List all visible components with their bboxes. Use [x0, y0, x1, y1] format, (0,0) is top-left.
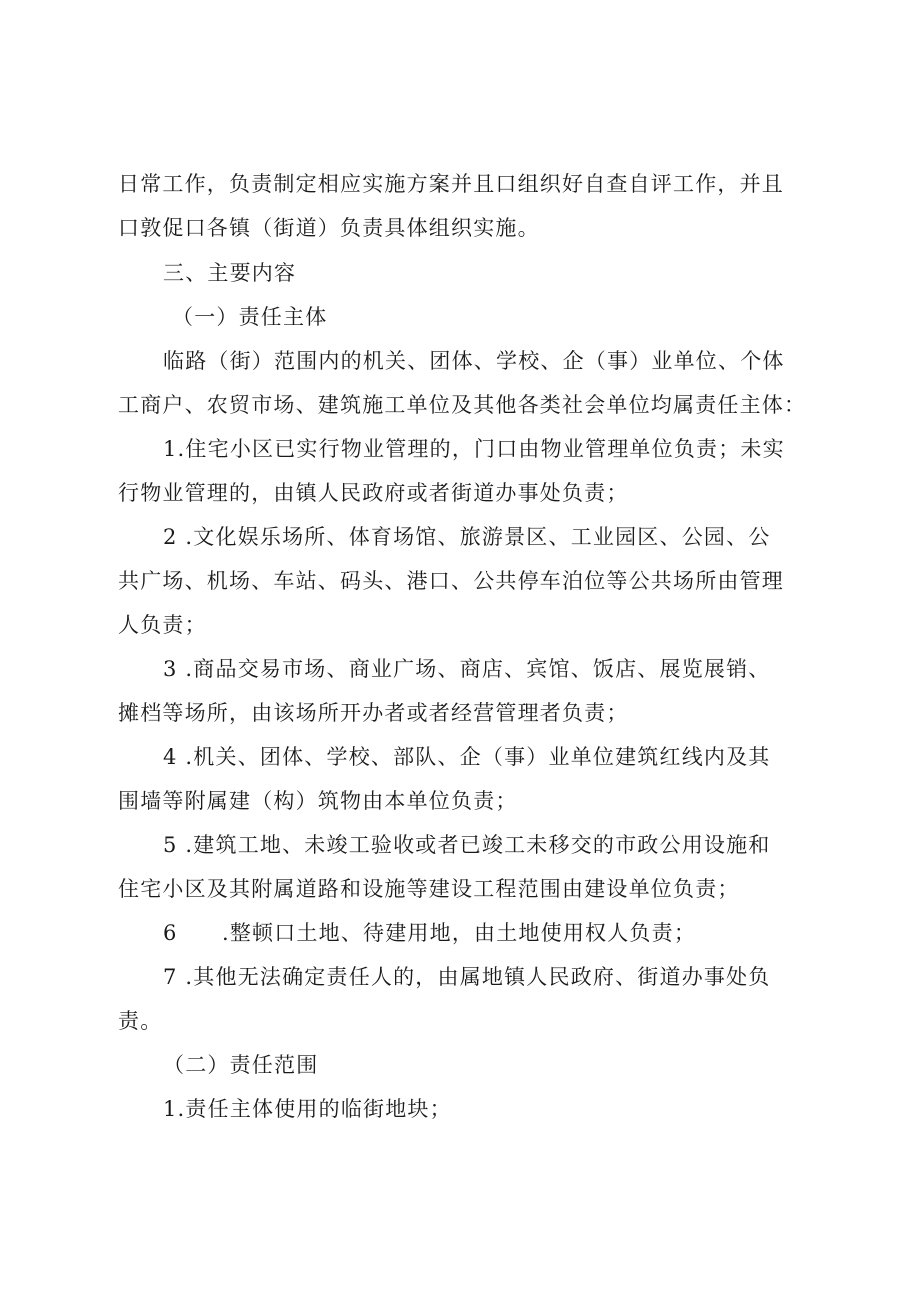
list-item: 5 .建筑工地、未竣工验收或者已竣工未移交的市政公用设施和: [163, 833, 771, 857]
text-line: 口敦促口各镇（街道）负责具体组织实施。: [118, 216, 540, 240]
list-item: 1.住宅小区已实行物业管理的，门口由物业管理单位负责；未实: [163, 437, 785, 461]
text-line: 共广场、机场、车站、码头、港口、公共停车泊位等公共场所由管理: [118, 569, 784, 593]
list-item: 2 .文化娱乐场所、体育场馆、旅游景区、工业园区、公园、公: [163, 525, 771, 549]
section-heading: 三、主要内容: [163, 261, 297, 285]
text-line: 临路（街）范围内的机关、团体、学校、企（事）业单位、个体: [163, 349, 785, 373]
text-line: 行物业管理的，由镇人民政府或者街道办事处负责；: [118, 481, 629, 505]
text-line: 人负责；: [118, 613, 207, 637]
text-line: 责。: [118, 1009, 163, 1033]
subsection-heading: （二）责任范围: [163, 1053, 319, 1077]
list-item: 3 .商品交易市场、商业广场、商店、宾馆、饭店、展览展销、: [163, 657, 771, 681]
list-item: 6 .整顿口土地、待建用地，由土地使用权人负责；: [163, 921, 697, 945]
list-item: 7 .其他无法确定责任人的，由属地镇人民政府、街道办事处负: [163, 965, 771, 989]
text-line: 住宅小区及其附属道路和设施等建设工程范围由建设单位负责；: [118, 877, 740, 901]
text-line: 工商户、农贸市场、建筑施工单位及其他各类社会单位均属责任主体：: [118, 393, 807, 417]
subsection-heading: （一）责任主体: [172, 305, 328, 329]
list-item: 1.责任主体使用的临街地块；: [163, 1097, 452, 1121]
list-item: 4 .机关、团体、学校、部队、企（事）业单位建筑红线内及其: [163, 745, 771, 769]
text-line: 日常工作，负责制定相应实施方案并且口组织好自查自评工作，并且: [118, 172, 784, 196]
text-line: 摊档等场所，由该场所开办者或者经营管理者负责；: [118, 701, 629, 725]
text-line: 围墙等附属建（构）筑物由本单位负责；: [118, 789, 518, 813]
